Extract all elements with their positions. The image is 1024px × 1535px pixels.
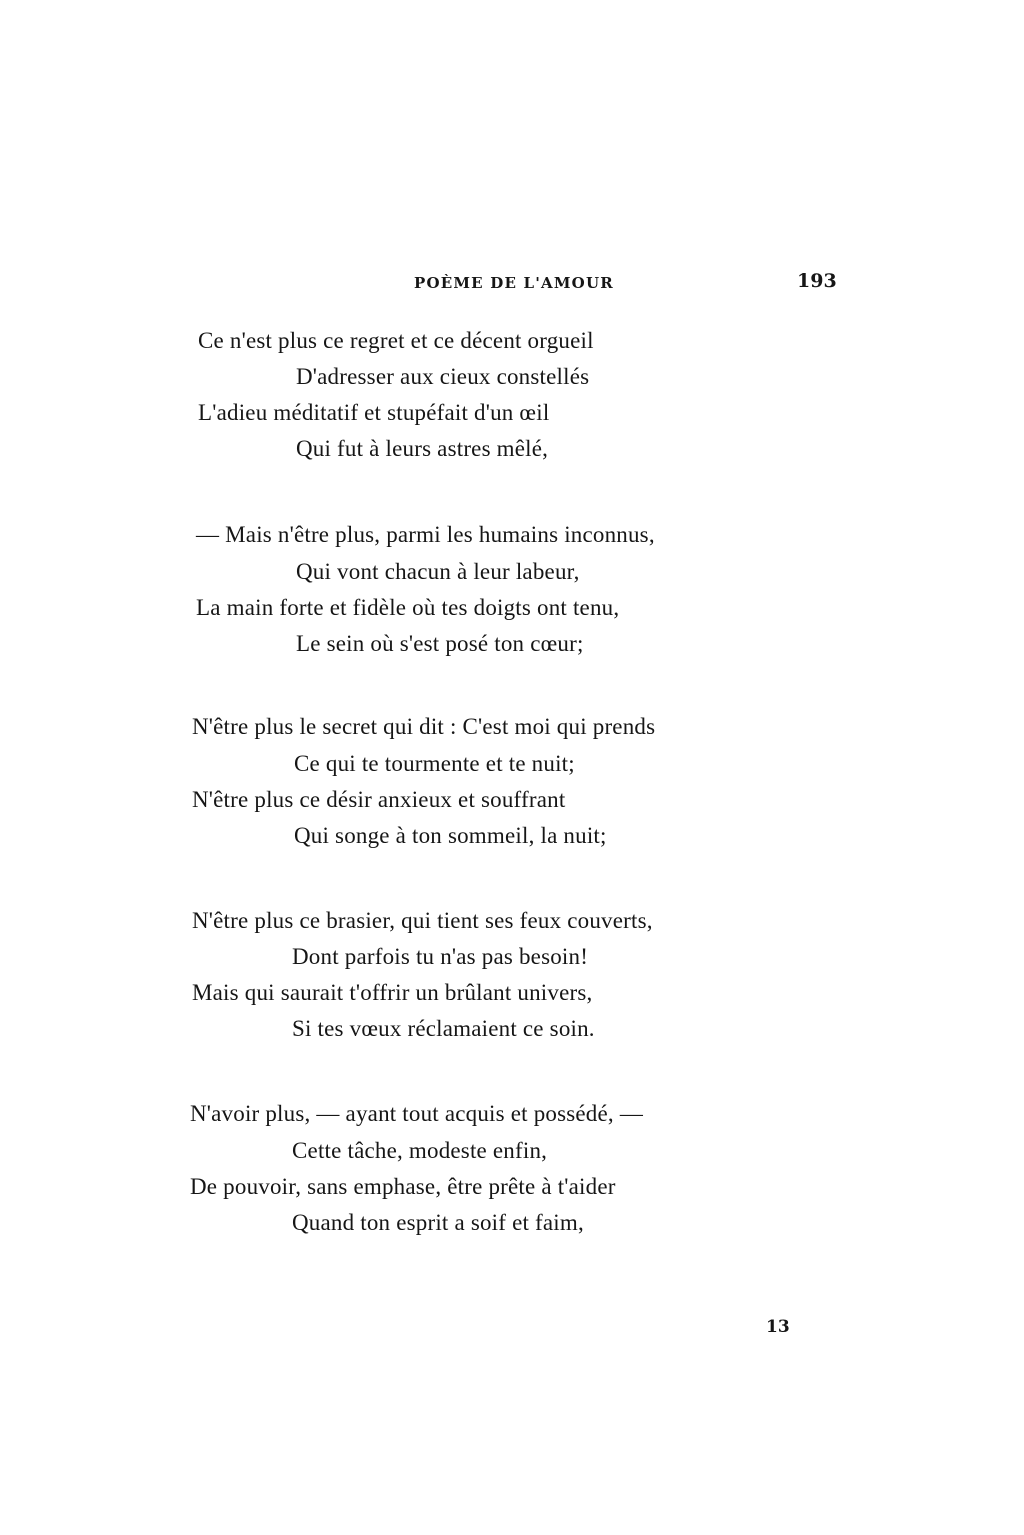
- poem-line: Ce n'est plus ce regret et ce décent orgueil: [198, 328, 594, 353]
- signature-mark: 13: [766, 1317, 790, 1337]
- poem-line: Mais qui saurait t'offrir un brûlant univers,: [192, 980, 593, 1005]
- poem-line: N'être plus ce désir anxieux et souffrant: [192, 787, 566, 812]
- page-number: 193: [797, 270, 837, 292]
- poem-line: D'adresser aux cieux constellés: [296, 364, 590, 389]
- poem-line: Si tes vœux réclamaient ce soin.: [292, 1016, 595, 1041]
- poem-line: Qui fut à leurs astres mêlé,: [296, 436, 549, 461]
- running-title: POÈME DE L'AMOUR: [414, 274, 614, 292]
- poem-line: L'adieu méditatif et stupéfait d'un œil: [198, 400, 550, 425]
- poem-line: De pouvoir, sans emphase, être prête à t'aider: [190, 1174, 616, 1199]
- poem-line: Cette tâche, modeste enfin,: [292, 1138, 548, 1163]
- poem-line: Le sein où s'est posé ton cœur;: [296, 631, 584, 656]
- poem-line: N'être plus ce brasier, qui tient ses feux couverts,: [192, 908, 653, 933]
- poem-line: Ce qui te tourmente et te nuit;: [294, 751, 575, 776]
- poem-line: N'être plus le secret qui dit : C'est moi qui prends: [192, 714, 656, 739]
- poem-line: La main forte et fidèle où tes doigts ont tenu,: [196, 595, 620, 620]
- poem-line: Dont parfois tu n'as pas besoin!: [292, 944, 589, 969]
- poem-line: N'avoir plus, — ayant tout acquis et possédé, —: [190, 1101, 644, 1126]
- poem-line: — Mais n'être plus, parmi les humains inconnus,: [196, 522, 655, 547]
- poem-line: Qui songe à ton sommeil, la nuit;: [294, 823, 607, 848]
- poem-line: Quand ton esprit a soif et faim,: [292, 1210, 584, 1235]
- poem-line: Qui vont chacun à leur labeur,: [296, 559, 580, 584]
